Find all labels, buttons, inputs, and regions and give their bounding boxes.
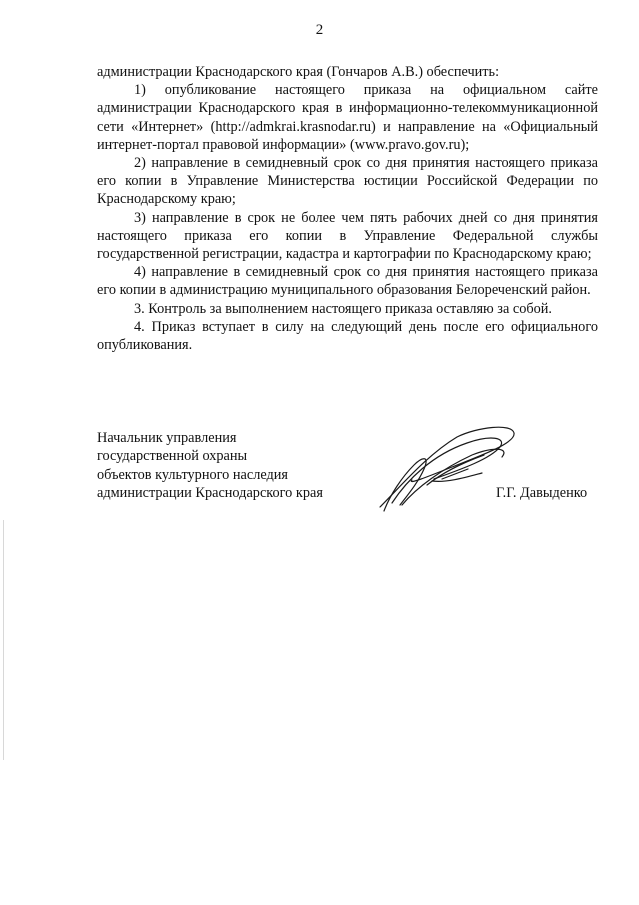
signatory-title-line: государственной охраны [97, 448, 248, 465]
paragraph-item-2: 2) направление в семидневный срок со дня принятия настоящего приказа его копии в Управление Министерства юстиции Российской Федерации по Краснодарскому краю; [97, 155, 598, 208]
paragraph-item-4: 4) направление в семидневный срок со дня принятия настоящего приказа его копии в администрацию муниципального образования Белореченский район. [97, 264, 598, 299]
page-number: 2 [315, 22, 324, 38]
scan-edge-line [3, 520, 4, 760]
document-body [97, 63, 598, 354]
signatory-title [97, 429, 397, 503]
signatory-title-line: объектов культурного наследия [97, 466, 288, 483]
paragraph-item-1: 1) опубликование настоящего приказа на официальном сайте администрации Краснодарского края в информационно-телекоммуникационной сети «Интернет» (http://admkrai.krasnodar.ru) и направление на «Официальный интернет-портал правовой информации» (www.pravo.gov.ru); [97, 82, 598, 153]
paragraph-intro: администрации Краснодарского края (Гончаров А.В.) обеспечить: [97, 64, 500, 80]
signatory-name: Г.Г. Давыденко [496, 485, 588, 501]
paragraph-clause-4: 4. Приказ вступает в силу на следующий день после его официального опубликования. [97, 318, 598, 354]
signatory-title-line: администрации Краснодарского края [97, 485, 323, 502]
signatory-title-line: Начальник управления [97, 430, 237, 446]
paragraph-item-3: 3) направление в срок не более чем пять рабочих дней со дня принятия настоящего приказа его копии в Управление Федеральной службы государственной регистрации, кадастра и картографии по Краснодарскому краю; [97, 209, 598, 263]
paragraph-clause-3: 3. Контроль за выполнением настоящего приказа оставляю за собой. [134, 300, 553, 317]
